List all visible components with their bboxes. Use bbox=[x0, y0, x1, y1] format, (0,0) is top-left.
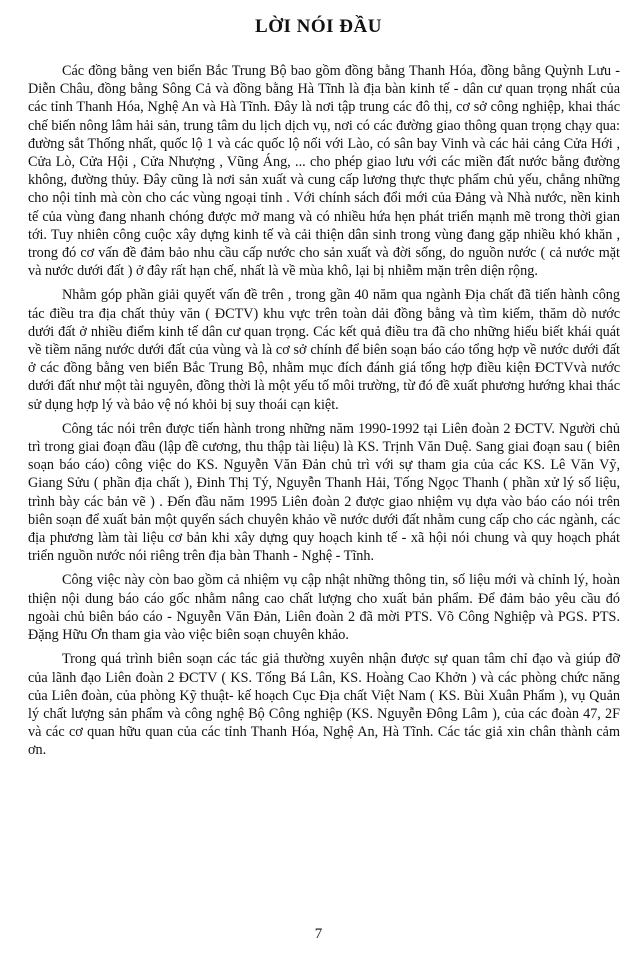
paragraph-4: Công việc này còn bao gồm cả nhiệm vụ cập nhật những thông tin, số liệu mới và chỉnh lý, hoàn thiện nội dung báo cáo gốc nhằm nâng cao chất lượng cho xuất bản phẩm. Để đảm bảo yêu cầu đó ngoài chủ biên báo cáo - Nguyễn Văn Đản, Liên đoàn 2 đã mời PTS. Võ Công Nghiệp và PGS. PTS. Đặng Hữu Ơn tham gia vào việc biên soạn chuyên khảo. bbox=[28, 572, 620, 644]
paragraph-5: Trong quá trình biên soạn các tác giả thường xuyên nhận được sự quan tâm chỉ đạo và giúp đỡ của lãnh đạo Liên đoàn 2 ĐCTV ( KS. Tống Bá Lân, KS. Hoàng Cao Khởn ) và các phòng chức năng của Liên đoàn, của phòng Kỹ thuật- kế hoạch Cục Địa chất Việt Nam ( KS. Bùi Xuân Phẩm ), vụ Quản lý chất lượng sản phẩm và công nghệ Bộ Công nghiệp (KS. Nguyễn Đông Lâm ), của các đoàn 47, 2F và các cơ quan hữu quan của các tỉnh Thanh Hóa, Nghệ An, Hà Tĩnh. Các tác giả xin chân thành cảm ơn. bbox=[28, 651, 620, 759]
paragraph-2: Nhằm góp phần giải quyết vấn đề trên , trong gần 40 năm qua ngành Địa chất đã tiến hành công tác điều tra địa chất thủy văn ( ĐCTV) khu vực trên toàn dải đồng bằng và tìm kiếm, thăm dò nước dưới đất ở nhiều điểm kinh tế dân cư quan trọng. Các kết quả điều tra đã cho những hiểu biết khái quát về tiềm năng nước dưới đất của vùng và là cơ sở chính để biên soạn báo cáo tổng hợp về nước dưới đất ở các đồng bằng ven biển Bắc Trung Bộ, nhằm mục đích đánh giá tổng hợp điều kiện ĐCTVvà nước dưới đất như một tài nguyên, đồng thời là một yếu tố môi trường, từ đó đề xuất phương hướng khai thác sử dụng hợp lý và bảo vệ nó khỏi bị suy thoái cạn kiệt. bbox=[28, 287, 620, 413]
page-number: 7 bbox=[314, 926, 323, 942]
page-title: LỜI NÓI ĐẦU bbox=[255, 16, 382, 37]
paragraph-1: Các đồng bằng ven biển Bắc Trung Bộ bao gồm đồng bằng Thanh Hóa, đồng bằng Quỳnh Lưu - Diễn Châu, đồng bằng Sông Cả và đồng bằng Hà Tĩnh là địa bàn kinh tế - dân cư quan trọng nhất của các tỉnh Thanh Hóa, Nghệ An và Hà Tĩnh. Đây là nơi tập trung các đô thị, cơ sở công nghiệp, khai thác chế biến nông lâm hải sản, trung tâm du lịch dịch vụ, nơi có các đường giao thông quan trọng chạy qua: đường sắt Thống nhất, quốc lộ 1 và các quốc lộ nối với Lào, có sân bay Vinh và các hải cảng Cửa Hới , Cửa Lò, Cửa Hội , Cửa Nhượng , Vũng Áng, ... cho phép giao lưu với các miền đất nước bằng đường không, đường thủy. Đây cũng là nơi sản xuất và cung cấp lương thực thực phẩm chủ yếu, chẳng những cho nội tỉnh mà còn cho các vùng ngoại tỉnh . Với chính sách đổi mới của Đảng và Nhà nước, nền kinh tế của vùng đang nhanh chóng được mở mang và có nhiều hứa hẹn phát triển mạnh mẽ trong thời gian tới. Tuy nhiên công cuộc xây dựng kinh tế và cải thiện dân sinh trong vùng đang gặp nhiều khó khăn , trong đó cơ vấn đề đảm bảo nhu cầu cấp nước cho sản xuất và đời sống, do nguồn nước ( cả nước mặt và nước dưới đất ) ở đây rất hạn chế, nhất là về mùa khô, lại bị nhiễm mặn trên diện rộng. bbox=[28, 63, 620, 280]
paragraph-3: Công tác nói trên được tiến hành trong những năm 1990-1992 tại Liên đoàn 2 ĐCTV. Người chủ trì trong giai đoạn đầu (lập đề cương, thu thập tài liệu) là KS. Trịnh Văn Duệ. Sang giai đoạn sau ( biên soạn báo cáo) công việc do KS. Nguyễn Văn Đản chủ trì với sự tham gia của các KS. Lê Văn Vỹ, Giang Sửu ( phần địa chất ), Đinh Thị Tý, Nguyễn Thanh Hải, Tống Ngọc Thanh ( phần xử lý số liệu, trình bày các bản vẽ ) . Đến đầu năm 1995 Liên đoàn 2 được giao nhiệm vụ dựa vào báo cáo nói trên biên soạn để xuất bản một quyển sách chuyên khảo về nước dưới đất nhằm cung cấp cho các ngành, các địa phương làm tài liệu cơ bản khi xây dựng quy hoạch kinh tế - xã hội nói chung và quy hoạch phát triển nguồn nước nói riêng trên địa bàn Thanh - Nghệ - Tĩnh. bbox=[28, 420, 620, 565]
body-text bbox=[28, 62, 620, 766]
